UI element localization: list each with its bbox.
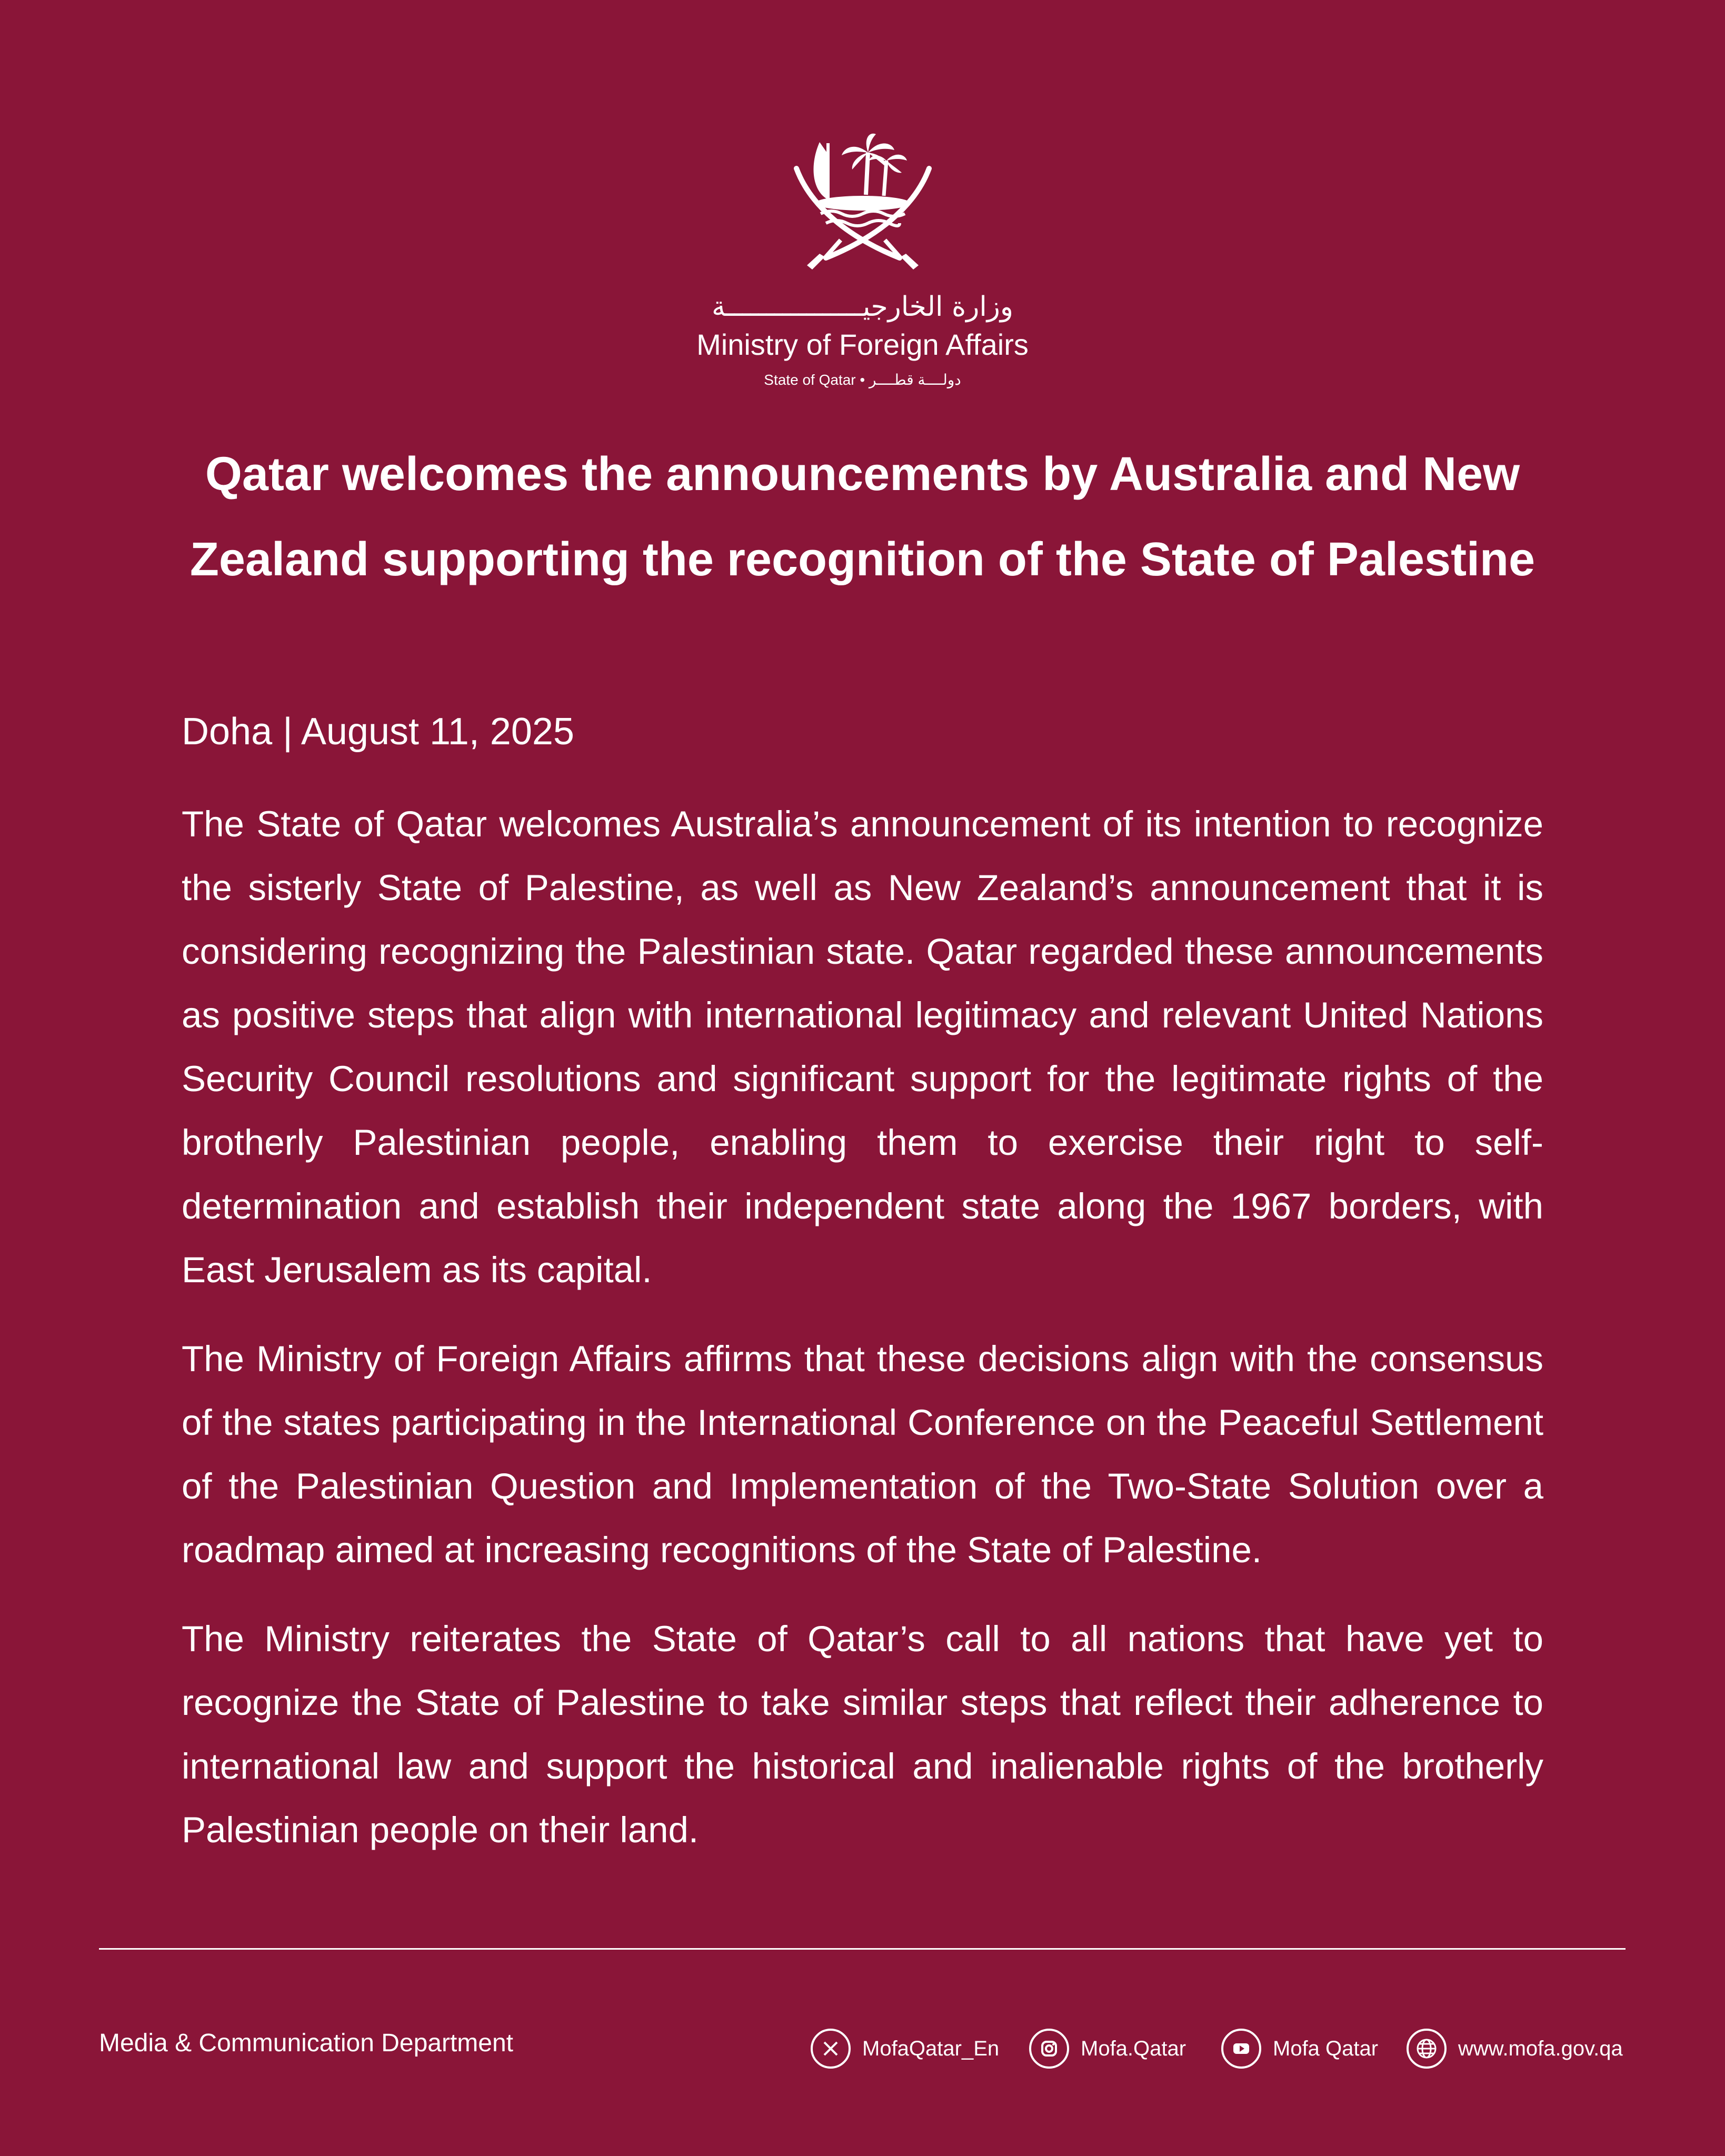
youtube-icon: [1221, 2029, 1261, 2069]
press-release-title: Qatar welcomes the announcements by Australia and New Zealand supporting the recognition of the State of Palestine: [190, 448, 1535, 586]
social-label: Mofa Qatar: [1273, 2037, 1379, 2060]
social-x-link[interactable]: [811, 2028, 999, 2070]
social-website-link[interactable]: [1407, 2028, 1623, 2070]
instagram-icon: [1029, 2029, 1069, 2069]
body-paragraph: The State of Qatar welcomes Australia’s announcement of its intention to recognize the sisterly State of Palestine, as well as New Zealand’s announcement that it is considering recognizing the Palestinian state. Qatar regarded these announcements as positive steps that align with international legitimacy and relevant United Nations Security Council resolutions and significant support for the legitimate rights of the brotherly Palestinian people, enabling them to exercise their right to self-determination and establish their independent state along the 1967 borders, with East Jerusalem as its capital.: [182, 804, 1543, 1290]
social-label: MofaQatar_En: [862, 2037, 1000, 2060]
ministry-name-arabic: وزارة الخارجيـــــــــــــــــة: [711, 291, 1014, 323]
social-youtube-link[interactable]: [1221, 2028, 1378, 2070]
body-paragraph: The Ministry of Foreign Affairs affirms that these decisions align with the consensus of the states participating in the International Conference on the Peaceful Settlement of the Palestinian Question and Implementation of the Two-State Solution over a roadmap aimed at increasing recognitions of the State of Palestine.: [182, 1339, 1543, 1570]
body-paragraph: The Ministry reiterates the State of Qatar’s call to all nations that have yet to recognize the State of Palestine to take similar steps that reflect their adherence to international law and support the historical and inalienable rights of the brotherly Palestinian people on their land.: [182, 1619, 1543, 1850]
footer-divider: [99, 1948, 1626, 1950]
globe-icon: [1407, 2029, 1447, 2069]
press-release-body: [182, 792, 1543, 1887]
state-line: State of Qatar • دولــــة قطــــر: [764, 372, 961, 388]
dateline: Doha | August 11, 2025: [182, 711, 574, 753]
department-name: Media & Communication Department: [99, 2029, 514, 2057]
social-label: www.mofa.gov.qa: [1458, 2037, 1623, 2060]
x-icon: [811, 2029, 851, 2069]
ministry-logo: [0, 132, 1725, 391]
social-label: Mofa.Qatar: [1081, 2037, 1186, 2060]
qatar-emblem-icon: [789, 132, 936, 274]
ministry-name-english: Ministry of Foreign Affairs: [696, 328, 1029, 361]
social-instagram-link[interactable]: [1029, 2028, 1186, 2070]
